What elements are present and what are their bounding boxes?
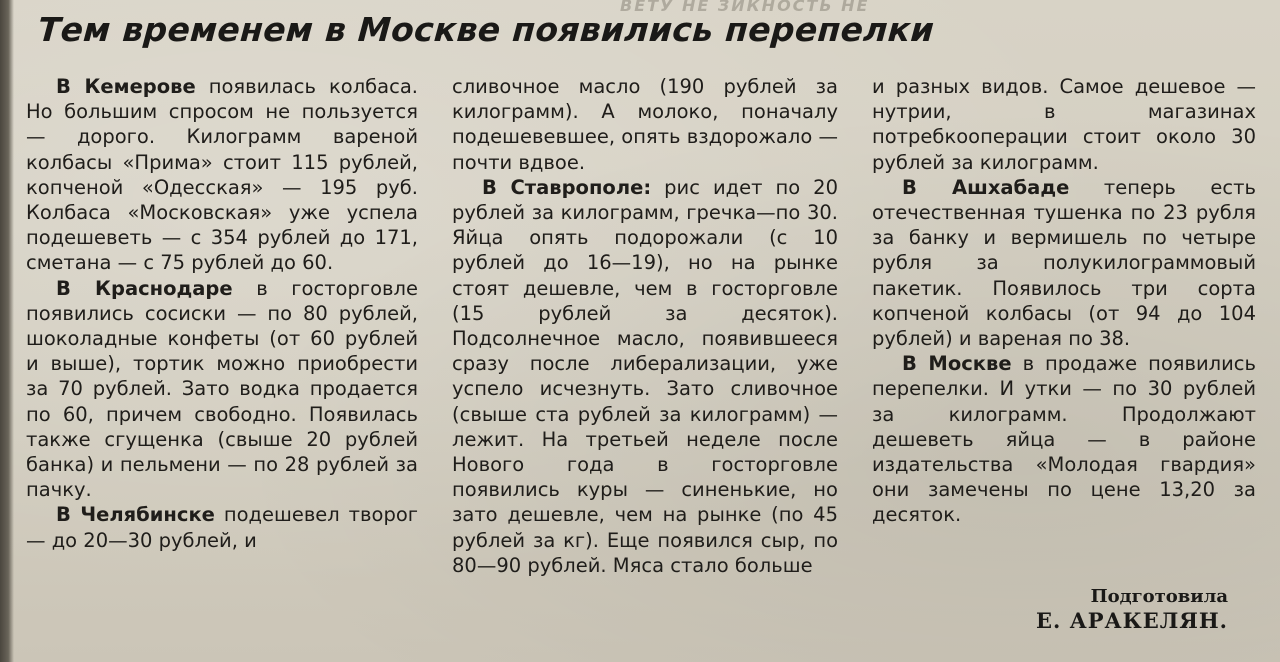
paragraph-moscow <box>872 351 1256 527</box>
paragraph-kemerovo <box>26 74 418 276</box>
paragraph-text: появилась колбаса. Но большим спросом не пользуется — дорого. Килограмм вареной колбасы «Прима» стоит 115 рублей, копченой «Одесская» — 195 руб. Колбаса «Московская» уже успела подешеветь — с 354 рублей до 171, сметана — с 75 рублей до 60. <box>26 75 418 275</box>
article-headline: Тем временем в Москве появились перепелки <box>36 10 936 49</box>
paragraph-stavropol <box>452 175 838 578</box>
paragraph-text: теперь есть отечественная тушенка по 23 рубля за банку и вермишель по четыре рубля за полукилограммовый пакетик. Появилось три сорта копченой колбасы (от 94 до 104 рублей) и вареная по 38. <box>872 175 1256 351</box>
paragraph-chelyabinsk <box>26 502 418 552</box>
city-moscow: В Москве <box>902 352 1012 376</box>
paper-edge-shadow <box>0 0 14 662</box>
article-column-2 <box>452 74 838 578</box>
city-ashgabat: В Ашхабаде <box>902 175 1070 199</box>
signature-name: Е. АРАКЕЛЯН. <box>1036 608 1228 633</box>
paragraph-krasnodar <box>26 276 418 503</box>
city-krasnodar: В Краснодаре <box>56 276 233 300</box>
previous-headline-fragment: ВЕТУ НЕ ЗИКНОСТЬ НЕ <box>620 0 870 14</box>
city-stavropol: В Ставрополе: <box>482 175 652 199</box>
paragraph-ashgabat <box>872 175 1256 351</box>
city-kemerovo: В Кемерове <box>56 75 196 98</box>
article-column-3 <box>872 74 1256 528</box>
city-chelyabinsk: В Челябинске <box>56 503 215 527</box>
paragraph-text: подешевел творог — до 20—30 рублей, и <box>26 503 419 552</box>
paragraph-text: в госторговле появились сосиски — по 80 рублей, шоколадные конфеты (от 60 рублей и выше), тортик можно приобрести за 70 рублей. Зато водка продается по 60, причем свободно. Появилась также сгущенка (свыше 20 рублей банка) и пельмени — по 28 рублей за пачку. <box>26 276 418 502</box>
paragraph-continued: и разных видов. Самое дешевое — нутрии, в магазинах потребкооперации стоит около 30 рублей за килограмм. <box>872 75 1256 174</box>
paragraph-text: в продаже появились перепелки. И утки — по 30 рублей за килограмм. Продолжают дешеветь яйца — в районе издательства «Молодая гвардия» они замечены по цене 13,20 за десяток. <box>872 352 1256 527</box>
paragraph-text: рис идет по 20 рублей за килограмм, гречка—по 30. Яйца опять подорожали (с 10 рублей до 16—19), но на рынке стоят дешевле, чем в госторговле (15 рублей за десяток). Подсолнечное масло, появившееся сразу после либерализации, уже успело исчезнуть. Зато сливочное (свыше ста рублей за килограмм) — лежит. На третьей неделе после Нового года в госторговле появились куры — синенькие, но зато дешевле, чем на рынке (по 45 рублей за кг). Еще появился сыр, по 80—90 рублей. Мяса стало больше <box>452 175 838 577</box>
article-column-1 <box>26 74 418 553</box>
signature-role: Подготовила <box>1090 586 1228 607</box>
author-signature <box>1036 586 1228 634</box>
paragraph-continued: сливочное масло (190 рублей за килограмм). А молоко, поначалу подешевевшее, опять вздорожало — почти вдвое. <box>452 75 838 174</box>
